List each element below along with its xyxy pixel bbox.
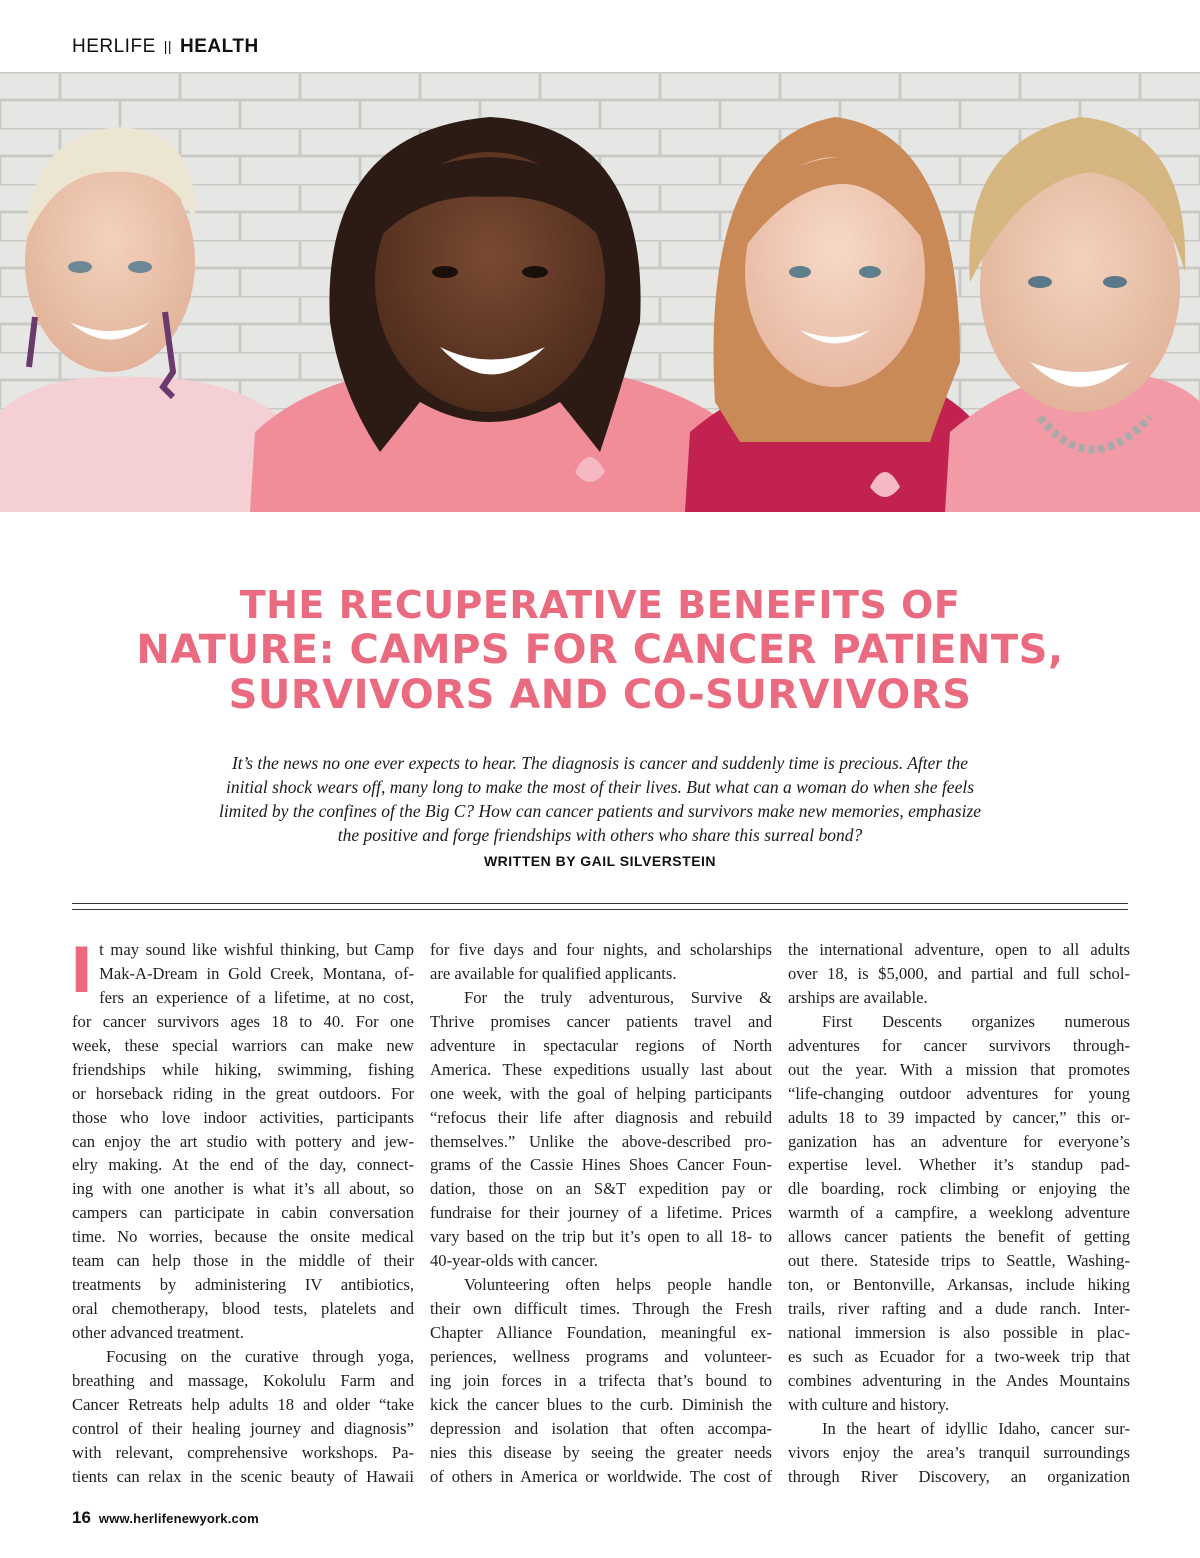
body-line: their own difficult times. Through the Fresh xyxy=(430,1299,772,1319)
article-headline xyxy=(60,583,1140,718)
body-line: Volunteering often helps people handle xyxy=(464,1275,772,1295)
deck-line: initial shock wears off, many long to make the most of their lives. But what can a woman do when she feels xyxy=(225,777,975,797)
body-line: Cancer Retreats help adults 18 and older “take xyxy=(72,1394,414,1414)
body-line: oral chemotherapy, blood tests, platelets and xyxy=(72,1299,414,1319)
body-line: Mak-A-Dream in Gold Creek, Montana, of- xyxy=(99,963,414,983)
body-line: elry making. At the end of the day, connect- xyxy=(72,1155,414,1175)
body-column-1 xyxy=(70,934,414,1489)
body-line: for five days and four nights, and scholarships xyxy=(430,940,772,959)
body-line: depression and isolation that often accompa- xyxy=(430,1418,772,1438)
body-line: out the year. With a mission that promotes xyxy=(788,1059,1130,1079)
body-line: Focusing on the curative through yoga, xyxy=(106,1346,414,1366)
body-line: adventure in spectacular regions of North xyxy=(430,1035,772,1055)
body-line: ing with one another is what it’s all about, so xyxy=(72,1179,414,1199)
body-line: through River Discovery, an organization xyxy=(788,1466,1130,1486)
body-line: adults 18 to 39 impacted by cancer,” this or- xyxy=(788,1107,1130,1127)
body-line: friendships while hiking, swimming, fishing xyxy=(72,1059,414,1079)
headline-line-1: THE RECUPERATIVE BENEFITS OF xyxy=(239,583,961,627)
body-column-3 xyxy=(788,938,1130,1489)
section-name: HEALTH xyxy=(180,36,259,57)
drop-cap-lines xyxy=(99,938,414,1010)
body-line: adventures for cancer survivors through- xyxy=(788,1035,1130,1055)
body-line: the international adventure, open to all adults xyxy=(788,940,1130,959)
body-line: fers an experience of a lifetime, at no cost, xyxy=(99,987,414,1007)
body-line: vivors enjoy the area’s tranquil surroundings xyxy=(788,1442,1130,1462)
page-footer xyxy=(72,1508,259,1528)
body-line: warmth of a campfire, a weeklong adventure xyxy=(788,1203,1130,1223)
body-line: es such as Ecuador for a two-week trip that xyxy=(788,1346,1130,1366)
body-line: over 18, is $5,000, and partial and full schol- xyxy=(788,963,1130,983)
headline-line-3: SURVIVORS AND CO-SURVIVORS xyxy=(228,672,972,718)
body-line: kick the cancer blues to the curb. Diminish the xyxy=(430,1394,772,1414)
body-line: “life-changing outdoor adventures for young xyxy=(788,1083,1130,1103)
body-line: vary based on the trip but it’s open to all 18- to xyxy=(430,1227,772,1247)
headline-line-2: NATURE: CAMPS FOR CANCER PATIENTS, xyxy=(136,627,1064,673)
body-line: are available for qualified applicants. xyxy=(430,963,677,983)
website-url: www.herlifenewyork.com xyxy=(98,1511,259,1526)
body-line: fundraise for their journey of a lifetime. Prices xyxy=(430,1203,772,1223)
body-line: with relevant, comprehensive workshops. Pa- xyxy=(72,1442,414,1462)
body-line: control of their healing journey and diagnosis” xyxy=(72,1418,414,1438)
body-line: breathing and massage, Kokolulu Farm and xyxy=(72,1370,414,1390)
body-line: time. No worries, because the onsite medical xyxy=(72,1227,414,1247)
body-line: Thrive promises cancer patients travel and xyxy=(430,1011,772,1031)
body-line: “refocus their life after diagnosis and rebuild xyxy=(430,1107,772,1127)
body-line: nies this disease by seeing the greater needs xyxy=(430,1442,772,1462)
body-line: allows cancer patients the benefit of getting xyxy=(788,1227,1130,1247)
body-line: treatments by administering IV antibiotics, xyxy=(72,1275,414,1295)
body-line: dle boarding, rock climbing or enjoying the xyxy=(788,1179,1130,1199)
body-line: one week, with the goal of helping participants xyxy=(430,1083,772,1103)
body-line: out there. Stateside trips to Seattle, Washing- xyxy=(788,1251,1130,1271)
body-line: ing join forces in a trifecta that’s bound to xyxy=(430,1370,772,1390)
body-line: themselves.” Unlike the above-described pro- xyxy=(430,1131,772,1151)
body-line: trails, river rafting and a dude ranch. Inter- xyxy=(788,1299,1130,1319)
divider-rule xyxy=(72,909,1128,910)
body-line: America. These expeditions usually last about xyxy=(430,1059,772,1079)
body-line: ganization has an adventure for everyone’s xyxy=(788,1131,1130,1151)
body-line: national immersion is also possible in plac- xyxy=(788,1323,1130,1342)
body-line: other advanced treatment. xyxy=(72,1323,244,1342)
article-deck xyxy=(170,751,1030,847)
deck-line: It’s the news no one ever expects to hear. The diagnosis is cancer and suddenly time is precious. After the xyxy=(231,753,968,773)
body-line: periences, wellness programs and volunteer- xyxy=(430,1346,772,1366)
body-line: Chapter Alliance Foundation, meaningful ex- xyxy=(430,1323,772,1342)
body-line: campers can participate in cabin conversation xyxy=(72,1203,414,1223)
body-line: week, these special warriors can make new xyxy=(72,1035,414,1055)
body-line: dation, those on an S&T expedition pay or xyxy=(430,1179,772,1199)
body-line: t may sound like wishful thinking, but Camp xyxy=(99,940,414,959)
brand-name: HERLIFE xyxy=(72,36,156,57)
drop-cap: I xyxy=(70,934,94,1007)
body-line: ton, or Bentonville, Arkansas, include hiking xyxy=(788,1275,1130,1295)
page-number: 16 xyxy=(72,1508,91,1527)
body-line: arships are available. xyxy=(788,987,928,1007)
body-line: can enjoy the art studio with pottery and jew- xyxy=(72,1131,414,1151)
body-line: expertise level. Whether it’s standup pad- xyxy=(788,1155,1130,1175)
body-line: or horseback riding in the great outdoors. For xyxy=(72,1083,414,1103)
running-head xyxy=(72,36,259,58)
running-head-separator: || xyxy=(163,38,173,54)
body-line: 40-year-olds with cancer. xyxy=(430,1251,598,1271)
body-line: In the heart of idyllic Idaho, cancer sur- xyxy=(822,1418,1130,1438)
body-line: with culture and history. xyxy=(788,1394,950,1414)
hero-illustration xyxy=(0,72,1200,512)
body-line: tients can relax in the scenic beauty of Hawaii xyxy=(72,1466,414,1486)
byline: WRITTEN BY GAIL SILVERSTEIN xyxy=(483,853,717,869)
body-line: those who love indoor activities, participants xyxy=(72,1107,414,1127)
body-line: grams of the Cassie Hines Shoes Cancer Foun- xyxy=(430,1155,772,1175)
body-line: of others in America or worldwide. The cost of xyxy=(430,1466,772,1486)
body-line: for cancer survivors ages 18 to 40. For one xyxy=(72,1011,414,1031)
body-line: First Descents organizes numerous xyxy=(822,1011,1130,1031)
deck-line: limited by the confines of the Big C? How can cancer patients and survivors make new memories, emphasize xyxy=(218,801,982,821)
hero-photo xyxy=(0,72,1200,512)
body-line: team can help those in the middle of their xyxy=(72,1251,414,1271)
body-column-2 xyxy=(430,938,772,1489)
deck-line: the positive and forge friendships with others who share this surreal bond? xyxy=(337,825,863,845)
body-line: For the truly adventurous, Survive & xyxy=(464,987,772,1007)
divider-rule xyxy=(72,903,1128,904)
body-line: combines adventuring in the Andes Mountains xyxy=(788,1370,1130,1390)
